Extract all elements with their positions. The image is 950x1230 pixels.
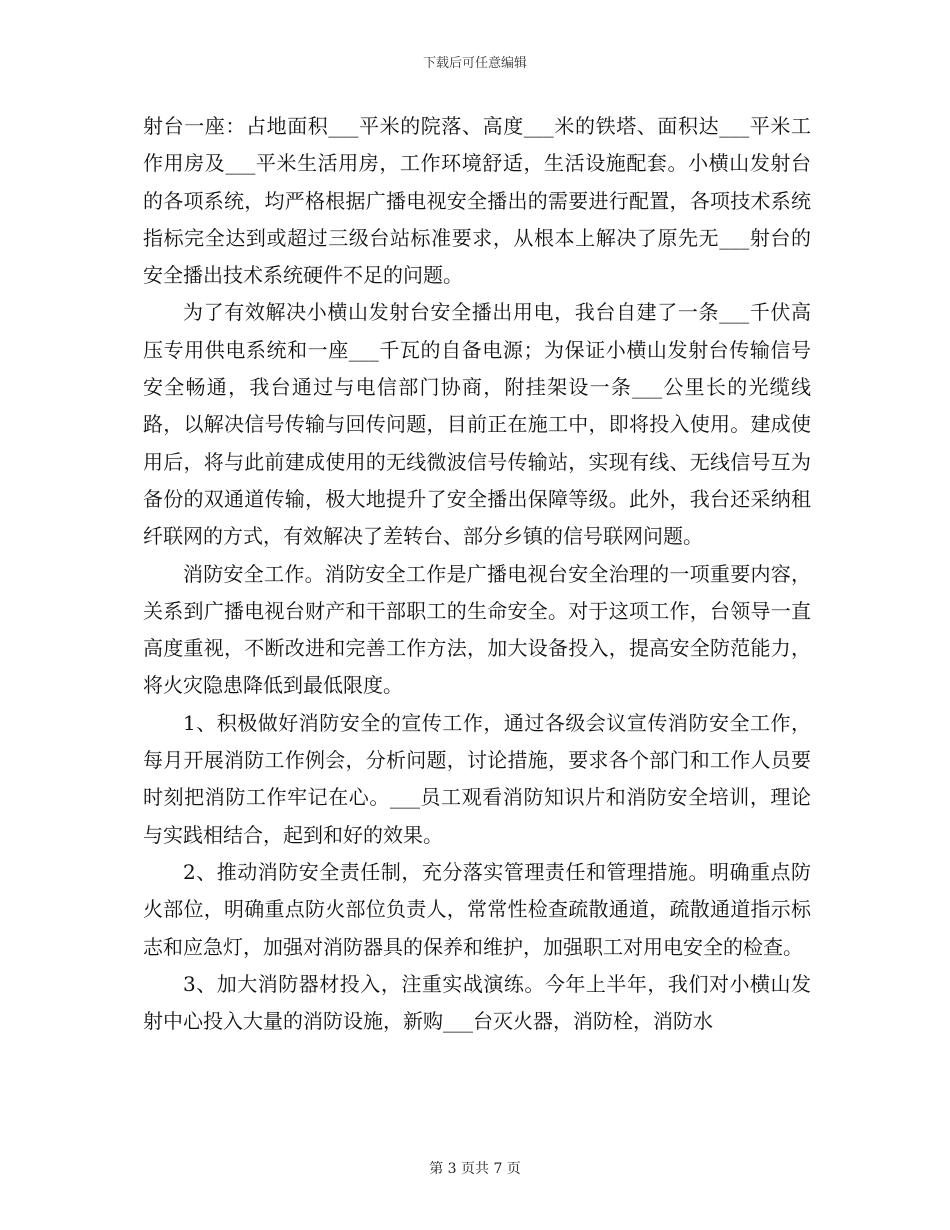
paragraph-transmitter-facility: 射台一座：占地面积___平米的院落、高度___米的铁塔、面积达___平米工作用房及___平米生活用房，工作环境舒适，生活设施配套。小横山发射台的各项系统，均严格根据广播电视安全播出的需要进行配置，各项技术系统指标完全达到或超过三级台站标准要求，从根本上解决了原先无___射台的安全播出技术系统硬件不足的问题。 [143,114,811,288]
paragraph-fire-safety-point-1: 1、积极做好消防安全的宣传工作，通过各级会议宣传消防安全工作，每月开展消防工作例会，分析问题，讨论措施，要求各个部门和工作人员要时刻把消防工作牢记在心。___员工观看消防知识片和消防安全培训，理论与实践相结合，起到和好的效果。 [143,710,811,847]
page-header: 下载后可任意编辑 [422,56,527,71]
paragraph-power-supply: 为了有效解决小横山发射台安全播出用电，我台自建了一条___千伏高压专用供电系统和一座___千瓦的自备电源；为保证小横山发射台传输信号安全畅通，我台通过与电信部门协商，附挂架设一条___公里长的光缆线路，以解决信号传输与回传问题，目前正在施工中，即将投入使用。建成使用后，将与此前建成使用的无线微波信号传输站，实现有线、无线信号互为备份的双通道传输，极大地提升了安全播出保障等级。此外，我台还采纳租纤联网的方式，有效解决了差转台、部分乡镇的信号联网问题。 [143,300,811,549]
paragraph-fire-safety-point-3: 3、加大消防器材投入，注重实战演练。今年上半年，我们对小横山发射中心投入大量的消防设施，新购___台灭火器，消防栓，消防水 [143,971,811,1034]
paragraph-fire-safety-point-2: 2、推动消防安全责任制，充分落实管理责任和管理措施。明确重点防火部位，明确重点防火部位负责人，常常性检查疏散通道，疏散通道指示标志和应急灯，加强对消防器具的保养和维护，加强职工对用电安全的检查。 [143,859,811,959]
paragraph-fire-safety-intro: 消防安全工作。消防安全工作是广播电视台安全治理的一项重要内容，关系到广播电视台财产和干部职工的生命安全。对于这项工作，台领导一直高度重视，不断改进和完善工作方法，加大设备投入，提高安全防范能力，将火灾隐患降低到最低限度。 [143,561,811,698]
page-footer: 第 3 页共 7 页 [429,1161,521,1177]
document-body [143,108,811,1040]
